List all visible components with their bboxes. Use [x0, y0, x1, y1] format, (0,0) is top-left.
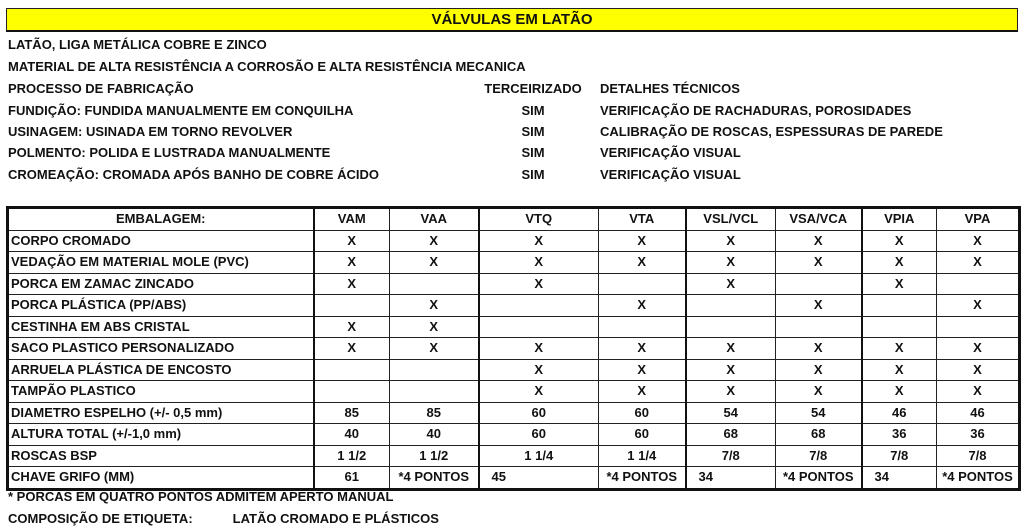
footnote: * PORCAS EM QUATRO PONTOS ADMITEM APERTO MANUAL	[8, 489, 394, 504]
packaging-spec-table	[6, 206, 1021, 491]
table-cell: 34	[862, 467, 937, 490]
table-cell	[479, 316, 599, 338]
table-cell: 68	[776, 424, 862, 446]
table-cell: X	[937, 295, 1020, 317]
table-row	[8, 252, 1020, 274]
table-cell: 1 1/4	[479, 445, 599, 467]
process-row	[8, 145, 1008, 161]
table-cell: 34	[686, 467, 776, 490]
table-cell: X	[599, 295, 686, 317]
table-cell: 36	[862, 424, 937, 446]
col-header-vsa-vca: VSA/VCA	[776, 208, 862, 231]
table-cell: X	[599, 381, 686, 403]
process-row	[8, 167, 1008, 183]
table-cell: 45	[479, 467, 599, 490]
table-cell	[937, 316, 1020, 338]
table-cell: X	[314, 273, 390, 295]
table-cell	[599, 316, 686, 338]
table-cell: 7/8	[686, 445, 776, 467]
col-header-vta: VTA	[599, 208, 686, 231]
col-header-vsl-vcl: VSL/VCL	[686, 208, 776, 231]
row-label: TAMPÃO PLASTICO	[8, 381, 314, 403]
table-cell: X	[937, 381, 1020, 403]
row-label: CORPO CROMADO	[8, 230, 314, 252]
table-cell	[314, 359, 390, 381]
table-cell	[686, 316, 776, 338]
table-cell: X	[479, 252, 599, 274]
process-details: CALIBRAÇÃO DE ROSCAS, ESPESSURAS DE PAREDE	[600, 124, 943, 139]
table-cell: X	[390, 252, 479, 274]
table-cell: 60	[479, 402, 599, 424]
table-cell	[862, 316, 937, 338]
table-cell: 85	[314, 402, 390, 424]
table-cell: 46	[862, 402, 937, 424]
table-cell: 85	[390, 402, 479, 424]
table-cell: X	[599, 230, 686, 252]
table-cell: X	[599, 338, 686, 360]
table-cell: X	[390, 230, 479, 252]
process-outsourced: SIM	[521, 103, 545, 118]
table-row	[8, 273, 1020, 295]
table-cell: 40	[314, 424, 390, 446]
table-cell: X	[314, 252, 390, 274]
table-row	[8, 467, 1020, 490]
table-row	[8, 316, 1020, 338]
table-cell: *4 PONTOS	[776, 467, 862, 490]
row-label: VEDAÇÃO EM MATERIAL MOLE (PVC)	[8, 252, 314, 274]
table-cell: X	[776, 338, 862, 360]
table-cell: X	[686, 359, 776, 381]
table-cell: 61	[314, 467, 390, 490]
table-cell: *4 PONTOS	[937, 467, 1020, 490]
process-step: FUNDIÇÃO: FUNDIDA MANUALMENTE EM CONQUILHA	[8, 103, 354, 118]
col-header-packaging: EMBALAGEM:	[8, 208, 314, 231]
table-cell: 68	[686, 424, 776, 446]
table-cell: 1 1/2	[314, 445, 390, 467]
table-cell: X	[599, 252, 686, 274]
table-cell	[776, 273, 862, 295]
table-cell: 7/8	[776, 445, 862, 467]
table-cell	[776, 316, 862, 338]
table-cell: 1 1/4	[599, 445, 686, 467]
page-title: VÁLVULAS EM LATÃO	[6, 8, 1018, 32]
table-cell: X	[686, 230, 776, 252]
table-cell: X	[862, 338, 937, 360]
table-row	[8, 230, 1020, 252]
table-header-row	[8, 208, 1020, 231]
table-cell: X	[862, 230, 937, 252]
process-outsourced: SIM	[521, 145, 545, 160]
table-cell	[314, 295, 390, 317]
table-cell: 46	[937, 402, 1020, 424]
row-label: CHAVE GRIFO (MM)	[8, 467, 314, 490]
table-cell: 60	[599, 402, 686, 424]
process-row	[8, 103, 1008, 119]
col-header-vpa: VPA	[937, 208, 1020, 231]
table-cell: X	[776, 295, 862, 317]
table-cell: 1 1/2	[390, 445, 479, 467]
table-cell: X	[776, 252, 862, 274]
process-details: VERIFICAÇÃO VISUAL	[600, 167, 741, 182]
table-cell: X	[937, 252, 1020, 274]
table-row	[8, 402, 1020, 424]
table-cell: X	[937, 359, 1020, 381]
table-cell: 60	[599, 424, 686, 446]
table-cell	[862, 295, 937, 317]
table-cell: 60	[479, 424, 599, 446]
row-label: ALTURA TOTAL (+/-1,0 mm)	[8, 424, 314, 446]
intro-line-alloy: LATÃO, LIGA METÁLICA COBRE E ZINCO	[8, 37, 267, 52]
table-row	[8, 295, 1020, 317]
process-details: VERIFICAÇÃO VISUAL	[600, 145, 741, 160]
table-cell: 40	[390, 424, 479, 446]
label-composition-title: COMPOSIÇÃO DE ETIQUETA:	[8, 511, 193, 526]
table-cell: X	[776, 359, 862, 381]
process-row	[8, 124, 1008, 140]
table-row	[8, 424, 1020, 446]
table-cell: X	[776, 230, 862, 252]
process-details: VERIFICAÇÃO DE RACHADURAS, POROSIDADES	[600, 103, 912, 118]
row-label: SACO PLASTICO PERSONALIZADO	[8, 338, 314, 360]
col-header-vam: VAM	[314, 208, 390, 231]
table-cell: X	[937, 230, 1020, 252]
row-label: DIAMETRO ESPELHO (+/- 0,5 mm)	[8, 402, 314, 424]
table-cell	[686, 295, 776, 317]
intro-line-resistance: MATERIAL DE ALTA RESISTÊNCIA A CORROSÃO E ALTA RESISTÊNCIA MECANICA	[8, 59, 526, 74]
table-row	[8, 359, 1020, 381]
row-label: CESTINHA EM ABS CRISTAL	[8, 316, 314, 338]
table-cell: X	[599, 359, 686, 381]
table-cell: X	[390, 338, 479, 360]
row-label: PORCA PLÁSTICA (PP/ABS)	[8, 295, 314, 317]
process-step: USINAGEM: USINADA EM TORNO REVOLVER	[8, 124, 293, 139]
table-cell	[390, 359, 479, 381]
col-header-vaa: VAA	[390, 208, 479, 231]
table-cell: X	[479, 273, 599, 295]
table-cell: X	[479, 338, 599, 360]
table-cell: X	[862, 381, 937, 403]
table-cell	[937, 273, 1020, 295]
table-cell: X	[686, 252, 776, 274]
process-header-outsourced: TERCEIRIZADO	[484, 81, 582, 96]
table-cell: X	[314, 316, 390, 338]
table-cell: X	[686, 381, 776, 403]
table-row	[8, 338, 1020, 360]
process-header-label: PROCESSO DE FABRICAÇÃO	[8, 81, 194, 96]
table-cell: X	[937, 338, 1020, 360]
table-cell	[479, 295, 599, 317]
table-cell: X	[686, 273, 776, 295]
table-cell: X	[479, 381, 599, 403]
table-cell: 7/8	[937, 445, 1020, 467]
table-row	[8, 381, 1020, 403]
table-cell	[599, 273, 686, 295]
col-header-vtq: VTQ	[479, 208, 599, 231]
table-cell: X	[390, 295, 479, 317]
table-cell: 54	[686, 402, 776, 424]
col-header-vpia: VPIA	[862, 208, 937, 231]
table-cell: 54	[776, 402, 862, 424]
process-header	[8, 81, 1008, 97]
table-cell: X	[686, 338, 776, 360]
table-cell: X	[479, 230, 599, 252]
table-cell	[390, 273, 479, 295]
label-composition	[8, 511, 439, 527]
table-cell: X	[314, 338, 390, 360]
table-cell: X	[862, 359, 937, 381]
process-header-details: DETALHES TÉCNICOS	[600, 81, 740, 96]
process-outsourced: SIM	[521, 167, 545, 182]
table-row	[8, 445, 1020, 467]
table-cell: X	[776, 381, 862, 403]
row-label: ROSCAS BSP	[8, 445, 314, 467]
table-cell	[314, 381, 390, 403]
table-cell: *4 PONTOS	[390, 467, 479, 490]
table-cell: X	[314, 230, 390, 252]
table-cell: X	[479, 359, 599, 381]
process-step: CROMEAÇÃO: CROMADA APÓS BANHO DE COBRE ÁCIDO	[8, 167, 379, 182]
table-cell: X	[390, 316, 479, 338]
process-step: POLMENTO: POLIDA E LUSTRADA MANUALMENTE	[8, 145, 331, 160]
table-cell: X	[862, 252, 937, 274]
label-composition-value: LATÃO CROMADO E PLÁSTICOS	[232, 511, 439, 526]
table-cell: 36	[937, 424, 1020, 446]
row-label: ARRUELA PLÁSTICA DE ENCOSTO	[8, 359, 314, 381]
row-label: PORCA EM ZAMAC ZINCADO	[8, 273, 314, 295]
table-cell: 7/8	[862, 445, 937, 467]
table-cell: *4 PONTOS	[599, 467, 686, 490]
table-cell: X	[862, 273, 937, 295]
table-cell	[390, 381, 479, 403]
process-outsourced: SIM	[521, 124, 545, 139]
